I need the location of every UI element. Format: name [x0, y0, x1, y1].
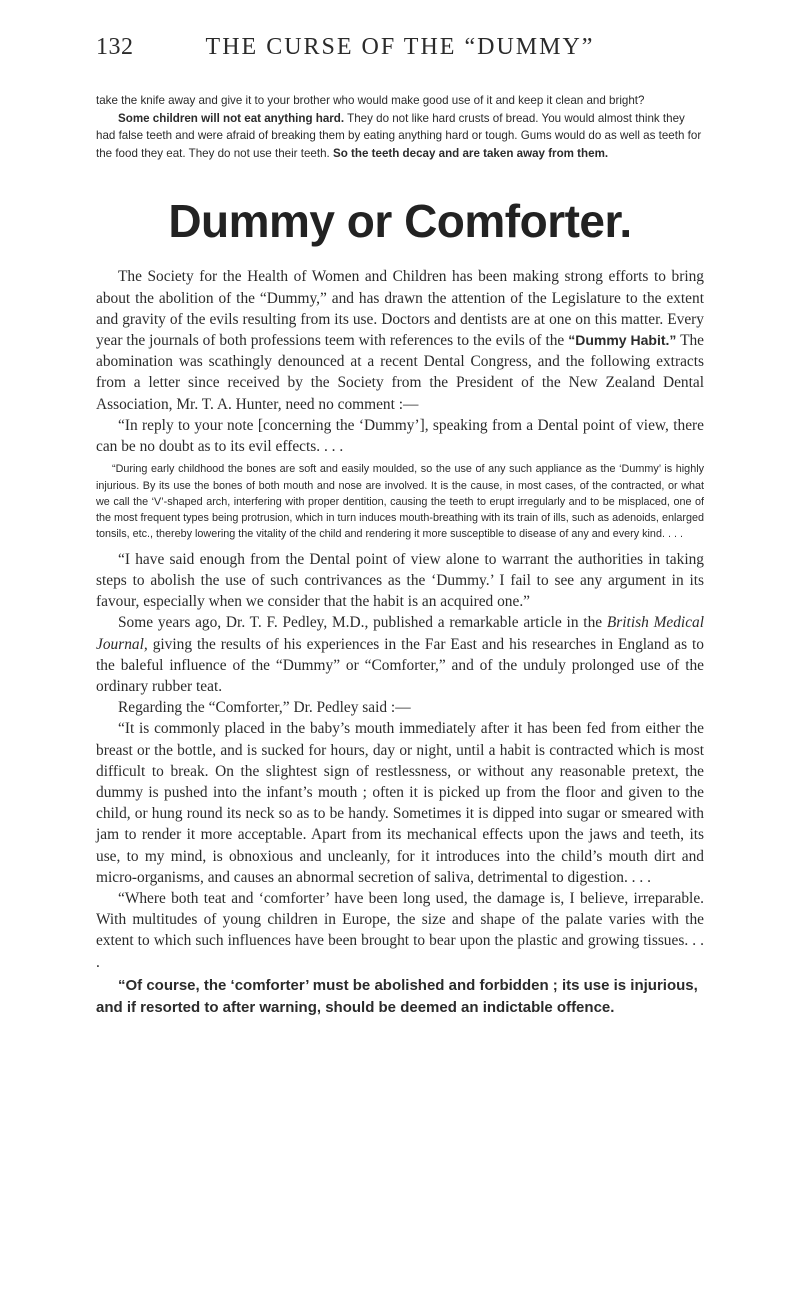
paragraph-enough: “I have said enough from the Dental point of view alone to warrant the authorities in taking steps to abolish the use of such contrivances as the ‘Dummy.’ I fail to see any argument in its favour, especially when we consider that the habit is an acquired one.”	[96, 550, 704, 611]
page-content	[96, 92, 704, 1019]
paragraph-society	[96, 266, 704, 414]
section-title: Dummy or Comforter.	[168, 195, 632, 248]
paragraph-childhood-quote: “During early childhood the bones are soft and easily moulded, so the use of any such appliance as the ‘Dummy’ is highly injurious. By its use the bones of both mouth and nose are involved. It is the cause, in most cases, of the contracted, or what we call the ‘V’-shaped arch, interfering with proper dentition, causing the teeth to erupt irregularly and to be misplaced, one of the most frequent types being protrusion, which in turn induces mouth-breathing with its train of ills, such as adenoids, enlarged tonsils, etc., thereby lowering the vitality of the child and rendering it more susceptible to disease of any and every kind. . . .	[96, 463, 704, 541]
p4-a: Some years ago, Dr. T. F. Pedley, M.D., published a remarkable article in the	[118, 614, 607, 632]
p4-b: giving the results of his experiences in the Far East and his researches in England as to the baleful influence of the “Dummy” or “Comforter,” and of the unduly prolonged use of the ordinary rubber teat.	[96, 635, 704, 695]
p1-main: The Society for the Health of Women and Children has been making strong efforts to bring about the abolition of the “Dummy,” and has drawn the attention of the Legislature to the extent and gravity of the evils resulting from its use. Doctors and dentists are at one on this matter. Every year the journals of both professions teem with references to the evils of the	[96, 268, 704, 349]
running-head	[96, 34, 704, 64]
journal-title: British Medical Journal,	[96, 614, 704, 653]
paragraph-reply: “In reply to your note [concerning the ‘Dummy’], speaking from a Dental point of view, there can be no doubt as to its evil effects. . . .	[96, 416, 704, 455]
paragraph-regarding: Regarding the “Comforter,” Dr. Pedley said :—	[118, 699, 411, 717]
intro-end-bold: So the teeth decay and are taken away from them.	[329, 146, 609, 160]
paragraph-pedley	[96, 612, 704, 697]
p1-bold: “Dummy Habit.”	[568, 331, 677, 348]
paragraph-irreparable: “Where both teat and ‘comforter’ have been long used, the damage is, I believe, irreparable. With multitudes of young children in Europe, the size and shape of the palate varies with the extent to which such influences have been brought to bear upon the plastic and growing tissues. . . .	[96, 889, 704, 971]
intro-continuation: take the knife away and give it to your brother who would make good use of it and keep it clean and bright?	[96, 94, 645, 107]
intro-middle: They do not like hard crusts of bread. You would almost think they had false teeth and were afraid of breaking them by eating anything hard or tough. Gums would do as well as teeth for the food they eat. They do not use their teeth.	[96, 111, 702, 160]
paragraph-final-bold: “Of course, the ‘comforter’ must be abolished and forbidden ; its use is injurious, and if resorted to after warning, should be deemed an indictable offence.	[96, 976, 698, 1016]
intro-lead-bold: Some children will not eat anything hard.	[118, 111, 345, 125]
intro-paragraph	[96, 110, 704, 163]
page-number: 132	[96, 34, 134, 60]
p1-tail: The abomination was scathingly denounced at a recent Dental Congress, and the following extracts from a letter since received by the Society from the President of the New Zealand Dental Association, Mr. T. A. Hunter, need no comment :—	[96, 331, 705, 413]
paragraph-commonly-placed: “It is commonly placed in the baby’s mouth immediately after it has been fed from either the breast or the bottle, and is sucked for hours, day or night, until a habit is contracted which is most difficult to break. On the slightest sign of restlessness, or without any reasonable pretext, the dummy is pushed into the infant’s mouth ; often it is picked up from the floor and given to the child, or hung round its neck so as to be handy. Sometimes it is dipped into sugar or smeared with jam to render it more acceptable. Apart from its mechanical effects upon the jaws and teeth, its use, to my mind, is obnoxious and uncleanly, for it introduces into the child’s mouth dirt and micro-organisms, and causes an abnormal secretion of saliva, detrimental to digestion. . . .	[96, 720, 704, 886]
running-title: THE CURSE OF THE “DUMMY”	[205, 34, 595, 60]
